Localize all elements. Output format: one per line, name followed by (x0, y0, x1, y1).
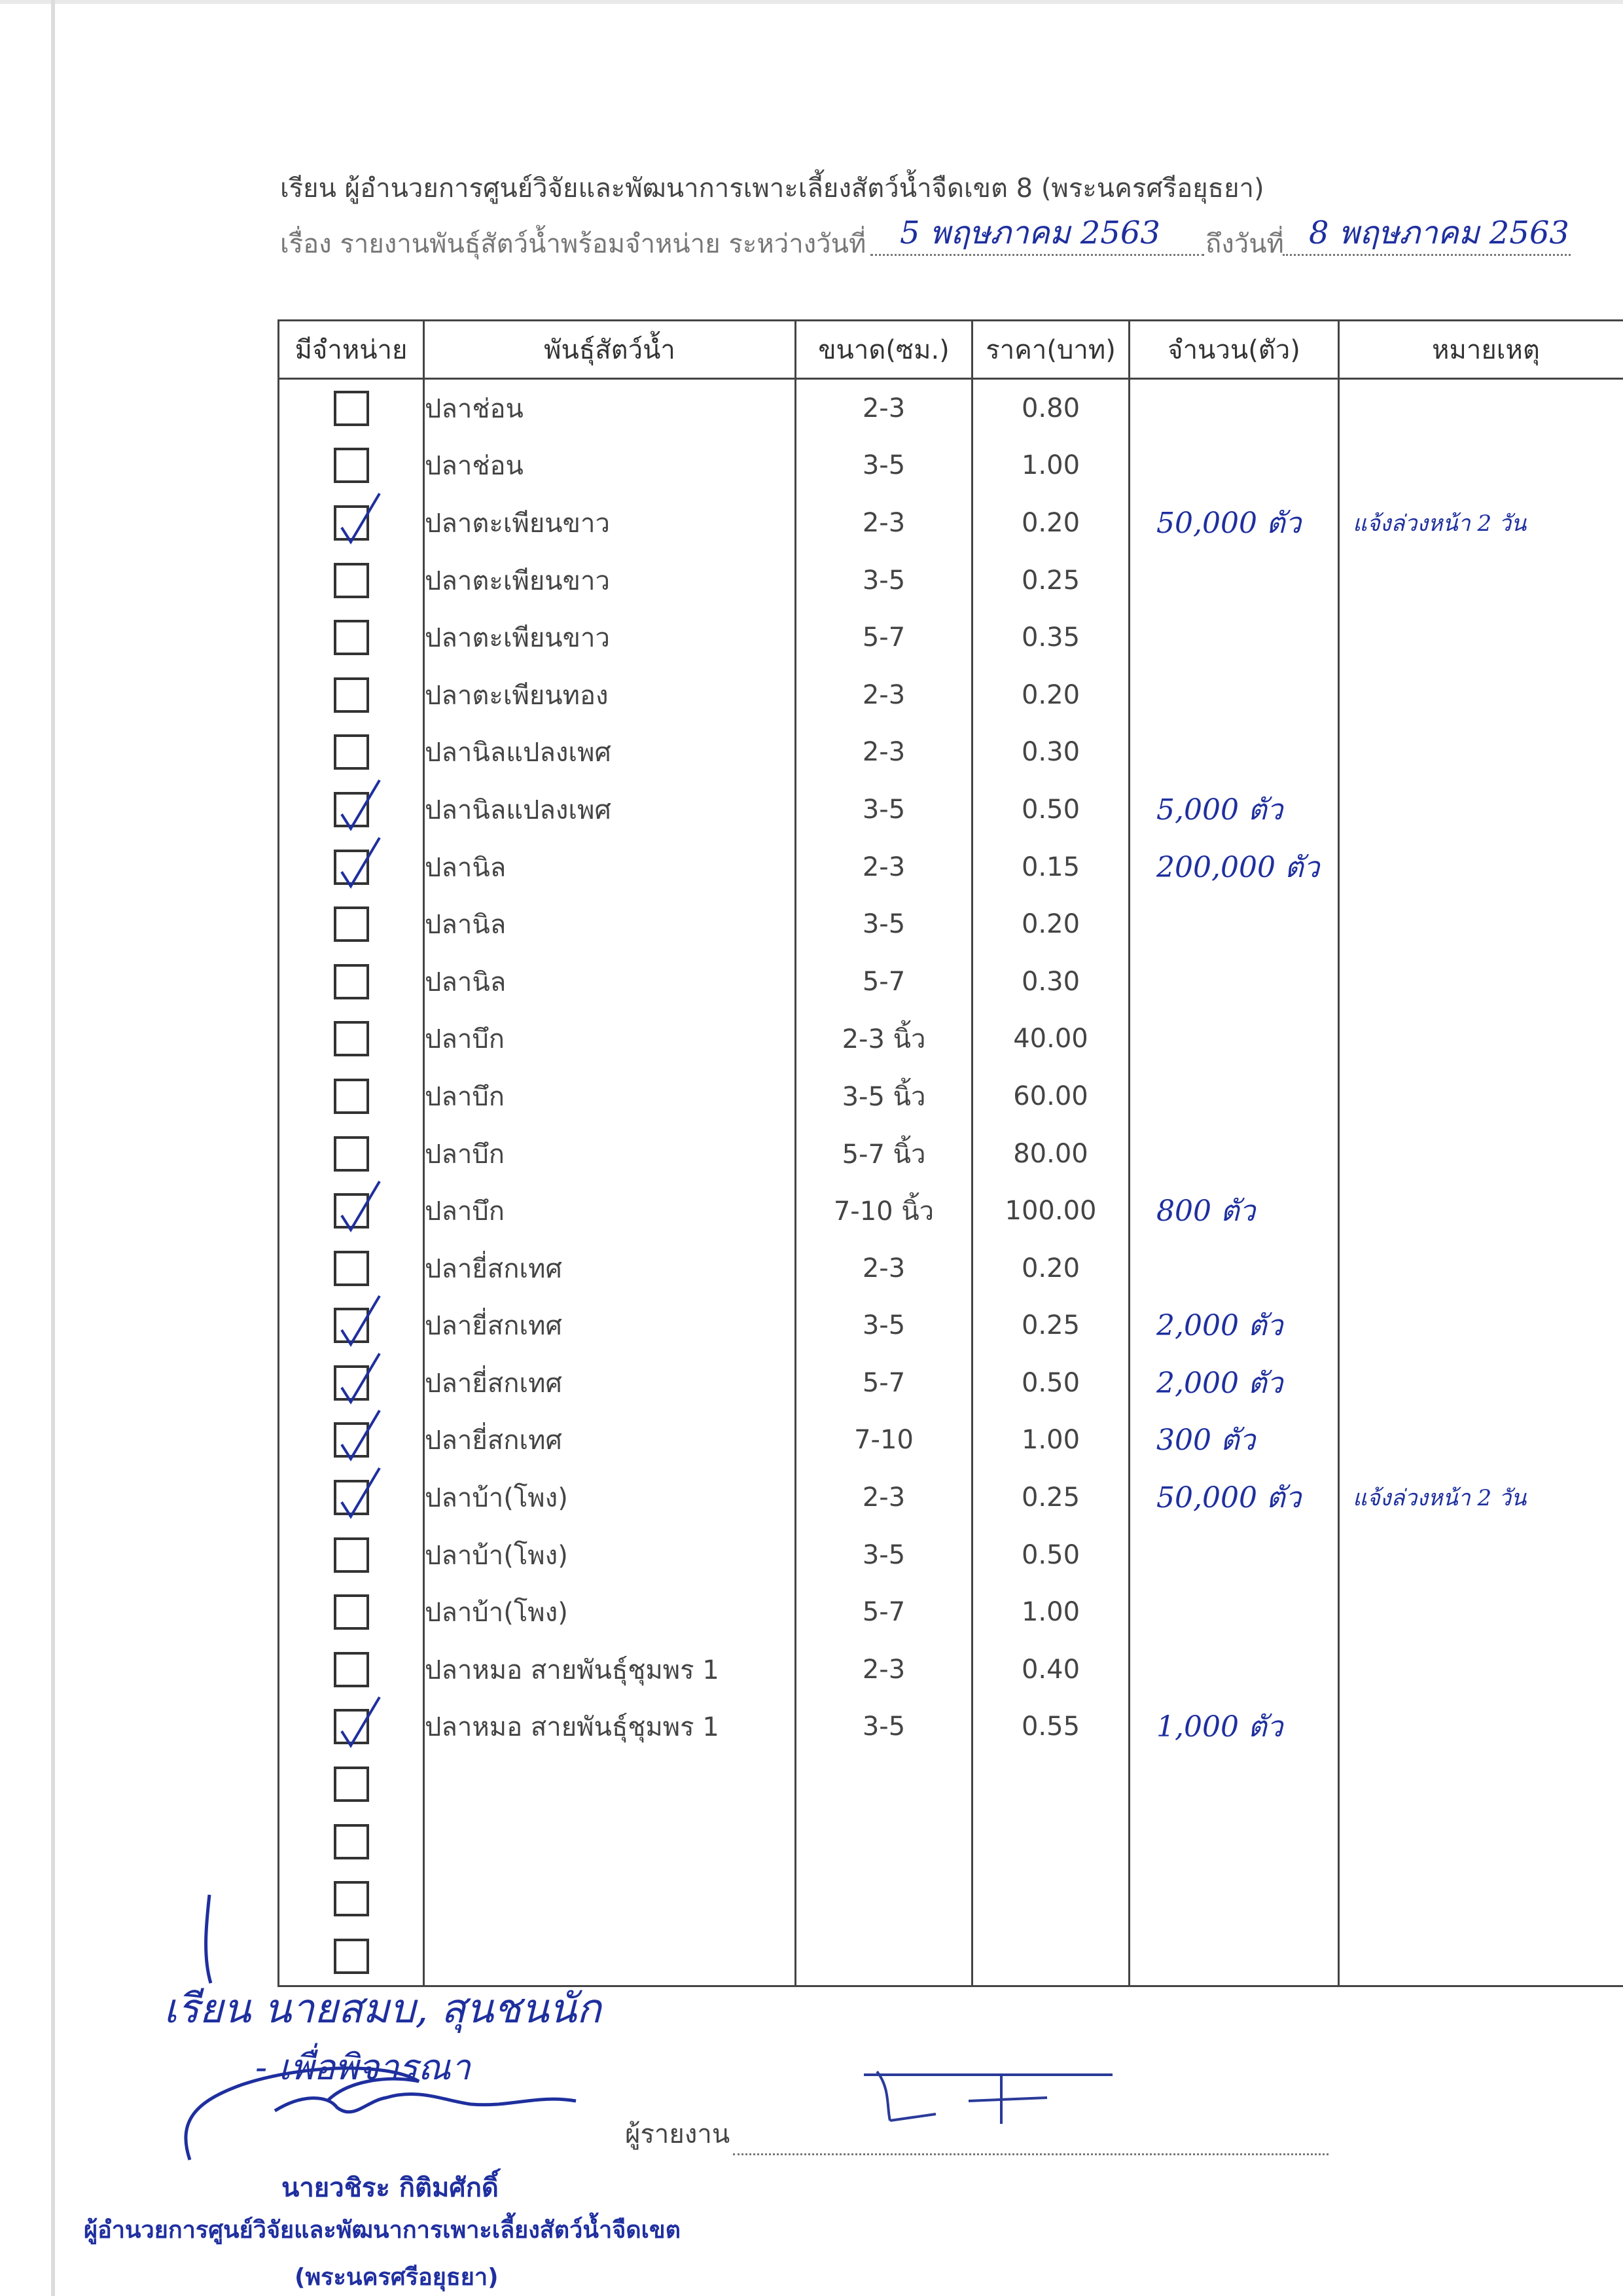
to-date-label: ถึงวันที่ (1205, 229, 1284, 259)
available-cell (279, 666, 424, 724)
quantity-cell (1130, 1870, 1339, 1928)
director-signature (170, 1885, 628, 2186)
quantity-cell (1130, 895, 1339, 953)
table-row (279, 379, 1623, 437)
scan-edge-left (51, 0, 55, 2296)
price-cell (972, 1928, 1130, 1986)
species-cell: ปลาบ้า(โพง) (424, 1469, 796, 1526)
note-cell (1339, 953, 1623, 1011)
price-cell (972, 1755, 1130, 1813)
note-cell (1339, 379, 1623, 437)
price-cell: 0.30 (972, 953, 1130, 1011)
size-cell: 2-3 (796, 666, 972, 724)
species-cell: ปลาบึก (424, 1067, 796, 1125)
price-cell: 0.40 (972, 1641, 1130, 1698)
checkmark-icon (332, 1407, 385, 1465)
price-cell: 1.00 (972, 437, 1130, 495)
size-cell: 2-3 (796, 838, 972, 896)
note-cell (1339, 1182, 1623, 1240)
available-cell (279, 1526, 424, 1584)
table-row (279, 1182, 1623, 1240)
species-cell: ปลาตะเพียนขาว (424, 552, 796, 609)
available-cell (279, 494, 424, 552)
stamp-location: (พระนครศรีอยุธยา) (294, 2264, 499, 2291)
species-cell: ปลานิล (424, 895, 796, 953)
available-cell (279, 552, 424, 609)
quantity-cell (1130, 1067, 1339, 1125)
quantity-cell: 2,000 ตัว (1130, 1297, 1339, 1355)
to-date-handwritten: 8 พฤษภาคม 2563 (1309, 215, 1569, 251)
quantity-cell (1130, 1583, 1339, 1641)
availability-checkbox[interactable] (334, 1193, 369, 1229)
available-cell (279, 437, 424, 495)
note-cell: แจ้งล่วงหน้า 2 วัน (1339, 1469, 1623, 1526)
from-date-handwritten: 5 พฤษภาคม 2563 (900, 215, 1160, 251)
note-cell (1339, 609, 1623, 666)
quantity-cell (1130, 1526, 1339, 1584)
availability-checkbox[interactable] (334, 1709, 369, 1744)
table-row (279, 953, 1623, 1011)
size-cell: 5-7 (796, 1583, 972, 1641)
price-cell: 0.20 (972, 494, 1130, 552)
handwritten-note-2: - เพื่อพิจารณา (255, 2047, 471, 2088)
availability-checkbox[interactable] (334, 1537, 369, 1573)
quantity-cell: 800 ตัว (1130, 1182, 1339, 1240)
table-row (279, 666, 1623, 724)
species-cell: ปลาบ้า(โพง) (424, 1583, 796, 1641)
size-cell: 7-10 (796, 1412, 972, 1469)
note-cell (1339, 1583, 1623, 1641)
quantity-cell: 200,000 ตัว (1130, 838, 1339, 896)
reporter-signature (851, 2062, 1152, 2140)
price-cell (972, 1813, 1130, 1871)
stamp-title: ผู้อำนวยการศูนย์วิจัยและพัฒนาการเพาะเลี้ยงสัตว์น้ำจืดเขต (84, 2217, 681, 2244)
price-cell: 0.35 (972, 609, 1130, 666)
size-cell: 5-7 (796, 953, 972, 1011)
size-cell (796, 1755, 972, 1813)
price-cell (972, 1870, 1130, 1928)
table-row (279, 1755, 1623, 1813)
availability-checkbox[interactable] (334, 677, 369, 713)
available-cell (279, 1813, 424, 1871)
available-cell (279, 1698, 424, 1756)
size-cell: 2-3 นิ้ว (796, 1011, 972, 1068)
availability-checkbox[interactable] (334, 1652, 369, 1687)
note-cell (1339, 437, 1623, 495)
availability-checkbox[interactable] (334, 1365, 369, 1401)
quantity-cell (1130, 1125, 1339, 1183)
species-cell: ปลาตะเพียนขาว (424, 494, 796, 552)
table-row (279, 609, 1623, 666)
available-cell (279, 379, 424, 437)
availability-checkbox[interactable] (334, 1308, 369, 1343)
size-cell: 2-3 (796, 1469, 972, 1526)
available-cell (279, 1067, 424, 1125)
table-row (279, 895, 1623, 953)
quantity-cell: 2,000 ตัว (1130, 1354, 1339, 1412)
col-header-size: ขนาด(ซม.) (796, 321, 972, 379)
table-row (279, 1469, 1623, 1526)
species-cell: ปลานิลแปลงเพศ (424, 781, 796, 838)
price-cell: 0.15 (972, 838, 1130, 896)
note-cell (1339, 724, 1623, 781)
table-row (279, 1067, 1623, 1125)
availability-checkbox[interactable] (334, 620, 369, 655)
table-row (279, 1297, 1623, 1355)
price-cell: 40.00 (972, 1011, 1130, 1068)
species-cell: ปลาหมอ สายพันธุ์ชุมพร 1 (424, 1698, 796, 1756)
price-cell: 0.50 (972, 781, 1130, 838)
quantity-cell (1130, 609, 1339, 666)
quantity-cell (1130, 1813, 1339, 1871)
scan-edge-top (0, 0, 1623, 4)
quantity-cell (1130, 1641, 1339, 1698)
species-cell: ปลาบ้า(โพง) (424, 1526, 796, 1584)
note-cell (1339, 1928, 1623, 1986)
quantity-cell (1130, 1011, 1339, 1068)
size-cell (796, 1928, 972, 1986)
checkmark-icon (332, 834, 385, 893)
col-header-price: ราคา(บาท) (972, 321, 1130, 379)
species-cell: ปลานิล (424, 953, 796, 1011)
note-cell (1339, 1698, 1623, 1756)
size-cell: 3-5 (796, 1698, 972, 1756)
table-row (279, 437, 1623, 495)
subject-line: เรื่อง รายงานพันธุ์สัตว์น้ำพร้อมจำหน่าย ระหว่างวันที่ (280, 229, 866, 259)
species-cell (424, 1813, 796, 1871)
note-cell (1339, 1755, 1623, 1813)
table-row (279, 1526, 1623, 1584)
available-cell (279, 1469, 424, 1526)
checkmark-icon (332, 1292, 385, 1351)
price-cell: 1.00 (972, 1412, 1130, 1469)
species-cell: ปลาตะเพียนขาว (424, 609, 796, 666)
table-row (279, 781, 1623, 838)
available-cell (279, 1240, 424, 1297)
checkmark-icon (332, 1693, 385, 1752)
size-cell: 3-5 นิ้ว (796, 1067, 972, 1125)
table-body (279, 379, 1623, 1986)
note-cell (1339, 1067, 1623, 1125)
availability-checkbox[interactable] (334, 391, 369, 426)
price-cell: 60.00 (972, 1067, 1130, 1125)
size-cell: 2-3 (796, 494, 972, 552)
size-cell (796, 1870, 972, 1928)
price-cell: 0.50 (972, 1526, 1130, 1584)
col-header-available: มีจำหน่าย (279, 321, 424, 379)
species-cell: ปลาช่อน (424, 379, 796, 437)
size-cell: 3-5 (796, 1526, 972, 1584)
price-cell: 0.20 (972, 666, 1130, 724)
availability-checkbox[interactable] (334, 1079, 369, 1114)
note-cell (1339, 1354, 1623, 1412)
size-cell: 5-7 (796, 1354, 972, 1412)
available-cell (279, 838, 424, 896)
species-cell: ปลานิล (424, 838, 796, 896)
available-cell (279, 1297, 424, 1355)
quantity-cell (1130, 552, 1339, 609)
price-cell: 0.20 (972, 895, 1130, 953)
available-cell (279, 1412, 424, 1469)
table-row (279, 1011, 1623, 1068)
note-cell (1339, 1813, 1623, 1871)
available-cell (279, 1583, 424, 1641)
quantity-cell (1130, 724, 1339, 781)
size-cell: 3-5 (796, 781, 972, 838)
price-cell: 0.20 (972, 1240, 1130, 1297)
table-row (279, 1125, 1623, 1183)
note-cell (1339, 1297, 1623, 1355)
availability-checkbox[interactable] (334, 1767, 369, 1802)
species-cell: ปลาช่อน (424, 437, 796, 495)
price-cell: 0.25 (972, 1297, 1130, 1355)
size-cell: 5-7 (796, 609, 972, 666)
note-cell: แจ้งล่วงหน้า 2 วัน (1339, 494, 1623, 552)
quantity-cell: 300 ตัว (1130, 1412, 1339, 1469)
price-cell: 0.25 (972, 1469, 1130, 1526)
price-cell: 0.80 (972, 379, 1130, 437)
table-row (279, 494, 1623, 552)
note-cell (1339, 1011, 1623, 1068)
quantity-cell: 5,000 ตัว (1130, 781, 1339, 838)
col-header-note: หมายเหตุ (1339, 321, 1623, 379)
availability-checkbox[interactable] (334, 792, 369, 827)
table-row (279, 1240, 1623, 1297)
available-cell (279, 1755, 424, 1813)
addressee-line: เรียน ผู้อำนวยการศูนย์วิจัยและพัฒนาการเพาะเลี้ยงสัตว์น้ำจืดเขต 8 (พระนครศรีอยุธยา) (280, 173, 1264, 204)
price-cell: 100.00 (972, 1182, 1130, 1240)
note-cell (1339, 666, 1623, 724)
availability-checkbox[interactable] (334, 505, 369, 541)
size-cell: 3-5 (796, 437, 972, 495)
quantity-cell (1130, 1755, 1339, 1813)
availability-checkbox[interactable] (334, 1480, 369, 1515)
note-cell (1339, 1125, 1623, 1183)
table-row (279, 1698, 1623, 1756)
species-cell: ปลายี่สกเทศ (424, 1240, 796, 1297)
available-cell (279, 724, 424, 781)
size-cell: 3-5 (796, 1297, 972, 1355)
quantity-cell (1130, 1240, 1339, 1297)
size-cell: 2-3 (796, 724, 972, 781)
availability-checkbox[interactable] (334, 448, 369, 483)
note-cell (1339, 1526, 1623, 1584)
note-cell (1339, 838, 1623, 896)
quantity-cell: 50,000 ตัว (1130, 1469, 1339, 1526)
col-header-species: พันธุ์สัตว์น้ำ (424, 321, 796, 379)
checkmark-icon (332, 1177, 385, 1236)
size-cell: 2-3 (796, 379, 972, 437)
available-cell (279, 1011, 424, 1068)
note-cell (1339, 1641, 1623, 1698)
species-cell: ปลายี่สกเทศ (424, 1354, 796, 1412)
size-cell (796, 1813, 972, 1871)
table-row (279, 1354, 1623, 1412)
available-cell (279, 1125, 424, 1183)
available-cell (279, 609, 424, 666)
handwritten-note-1: เรียน นายสมบ, สุนชนนัก (164, 1984, 601, 2032)
price-cell: 0.30 (972, 724, 1130, 781)
quantity-cell (1130, 953, 1339, 1011)
available-cell (279, 1354, 424, 1412)
availability-checkbox[interactable] (334, 1136, 369, 1172)
table-header-row (279, 321, 1623, 379)
reporter-label: ผู้รายงาน (625, 2119, 730, 2149)
price-cell: 0.25 (972, 552, 1130, 609)
price-cell: 80.00 (972, 1125, 1130, 1183)
size-cell: 7-10 นิ้ว (796, 1182, 972, 1240)
species-cell: ปลาบึก (424, 1011, 796, 1068)
available-cell (279, 1641, 424, 1698)
reporter-dotline (733, 2153, 1329, 2155)
availability-checkbox[interactable] (334, 1594, 369, 1630)
note-cell (1339, 1870, 1623, 1928)
size-cell: 2-3 (796, 1641, 972, 1698)
note-cell (1339, 552, 1623, 609)
available-cell (279, 1182, 424, 1240)
stock-table (277, 319, 1623, 1987)
availability-checkbox[interactable] (334, 734, 369, 770)
species-cell (424, 1755, 796, 1813)
note-cell (1339, 1240, 1623, 1297)
quantity-cell (1130, 437, 1339, 495)
quantity-cell: 1,000 ตัว (1130, 1698, 1339, 1756)
note-cell (1339, 1412, 1623, 1469)
checkmark-icon (332, 1464, 385, 1523)
size-cell: 2-3 (796, 1240, 972, 1297)
price-cell: 0.50 (972, 1354, 1130, 1412)
table-row (279, 1583, 1623, 1641)
size-cell: 3-5 (796, 895, 972, 953)
size-cell: 5-7 นิ้ว (796, 1125, 972, 1183)
note-cell (1339, 781, 1623, 838)
availability-checkbox[interactable] (334, 1251, 369, 1286)
availability-checkbox[interactable] (334, 1021, 369, 1056)
col-header-quantity: จำนวน(ตัว) (1130, 321, 1339, 379)
availability-checkbox[interactable] (334, 906, 369, 942)
quantity-cell (1130, 666, 1339, 724)
availability-checkbox[interactable] (334, 850, 369, 885)
species-cell: ปลายี่สกเทศ (424, 1297, 796, 1355)
table-row (279, 1813, 1623, 1871)
table-row (279, 1641, 1623, 1698)
stamp-name: นายวชิระ กิติมศักดิ์ (281, 2173, 499, 2203)
checkmark-icon (332, 490, 385, 548)
species-cell: ปลาตะเพียนทอง (424, 666, 796, 724)
table-row (279, 838, 1623, 896)
quantity-cell (1130, 379, 1339, 437)
available-cell (279, 895, 424, 953)
quantity-cell (1130, 1928, 1339, 1986)
size-cell: 3-5 (796, 552, 972, 609)
table-row (279, 724, 1623, 781)
availability-checkbox[interactable] (334, 1422, 369, 1458)
available-cell (279, 781, 424, 838)
checkmark-icon (332, 1350, 385, 1408)
species-cell: ปลาหมอ สายพันธุ์ชุมพร 1 (424, 1641, 796, 1698)
availability-checkbox[interactable] (334, 1824, 369, 1859)
quantity-cell: 50,000 ตัว (1130, 494, 1339, 552)
availability-checkbox[interactable] (334, 964, 369, 999)
species-cell: ปลาบึก (424, 1182, 796, 1240)
note-cell (1339, 895, 1623, 953)
species-cell: ปลาบึก (424, 1125, 796, 1183)
price-cell: 0.55 (972, 1698, 1130, 1756)
table-row (279, 1412, 1623, 1469)
species-cell: ปลานิลแปลงเพศ (424, 724, 796, 781)
price-cell: 1.00 (972, 1583, 1130, 1641)
availability-checkbox[interactable] (334, 563, 369, 598)
species-cell: ปลายี่สกเทศ (424, 1412, 796, 1469)
available-cell (279, 953, 424, 1011)
checkmark-icon (332, 776, 385, 835)
table-row (279, 552, 1623, 609)
